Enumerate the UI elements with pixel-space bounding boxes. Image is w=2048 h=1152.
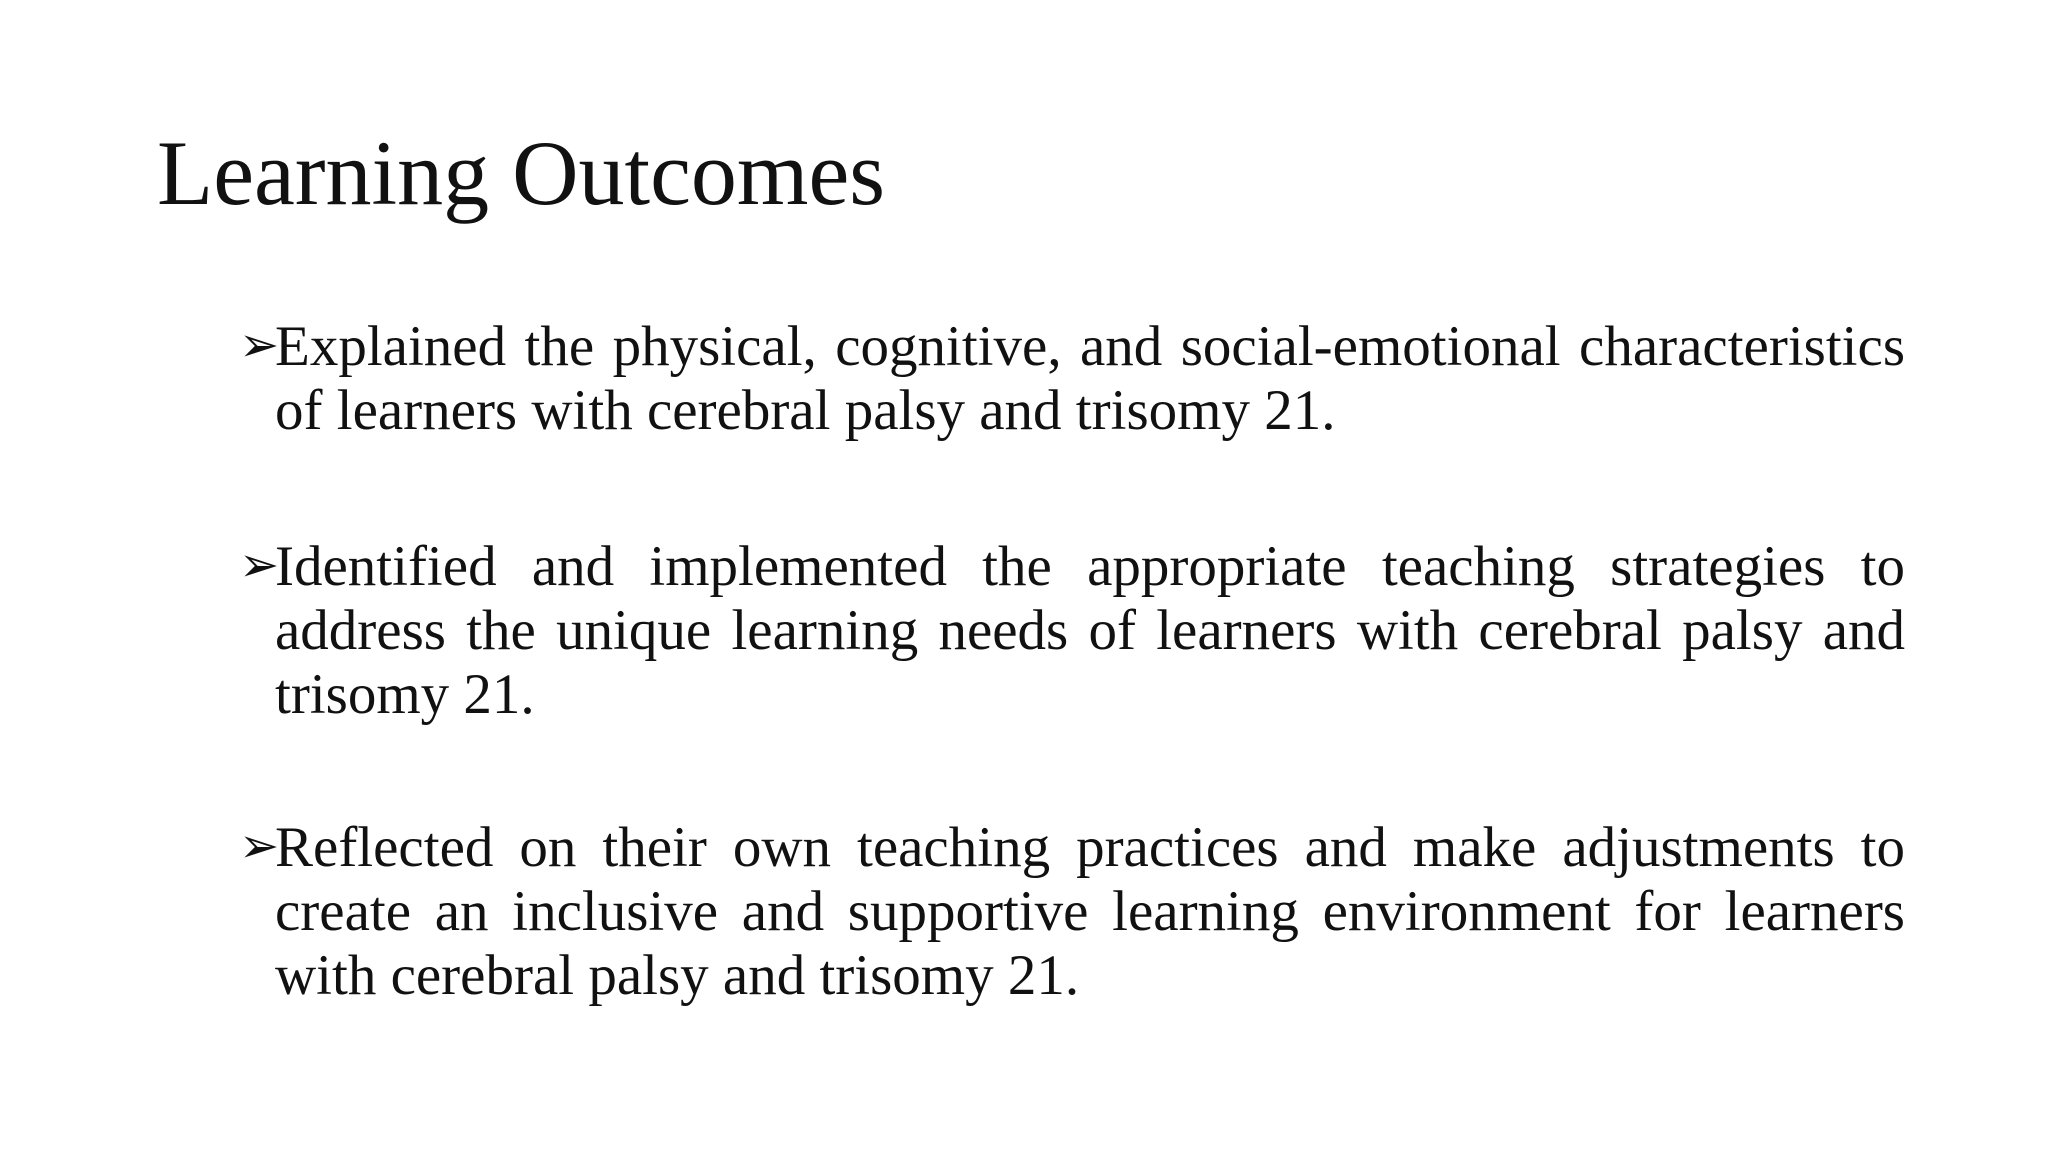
bullet-text: Identified and implemented the appropriate teaching strategies to address the unique learning needs of learners with cerebral palsy and trisomy 21. <box>275 535 1905 726</box>
arrow-bullet-icon: ➢ <box>239 539 280 592</box>
slide-title: Learning Outcomes <box>157 122 886 224</box>
arrow-bullet-icon: ➢ <box>239 319 280 372</box>
arrow-bullet-icon: ➢ <box>239 820 280 873</box>
list-item <box>239 534 1905 727</box>
bullet-text: Explained the physical, cognitive, and social-emotional characteristics of learners with cerebral palsy and trisomy 21. <box>275 315 1905 442</box>
list-item <box>239 815 1905 1008</box>
list-item <box>239 314 1905 443</box>
bullet-text: Reflected on their own teaching practices and make adjustments to create an inclusive and supportive learning environment for learners with cerebral palsy and trisomy 21. <box>275 816 1905 1007</box>
